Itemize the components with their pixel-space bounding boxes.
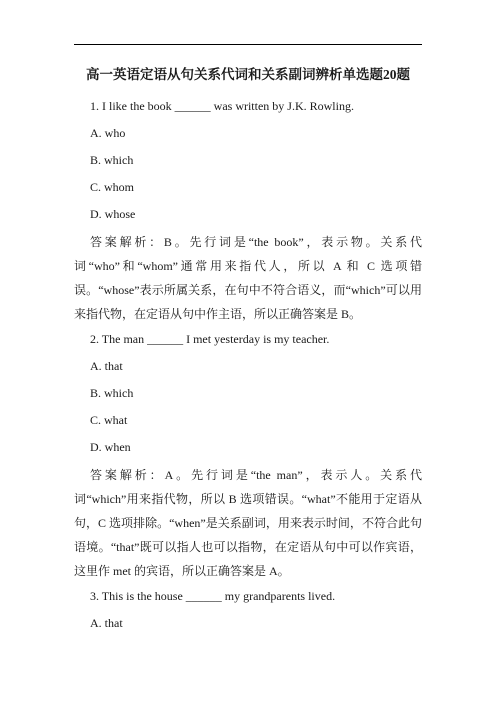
question-3-option-a: A. that bbox=[90, 616, 123, 630]
question-1-option-c: C. whom bbox=[90, 180, 135, 194]
question-1-explanation: 答案解析：B。先行词是“the book”，表示物。关系代词“who”和“whom”通常用来指代人，所以 A 和 C 选项错误。“whose”表示所属关系，在句中不符合语义，而“which”可以用来指代物，在定语从句中作主语，所以正确答案是 B。 bbox=[74, 235, 422, 321]
question-1-option-d: D. whose bbox=[90, 207, 136, 221]
question-1-stem: 1. I like the book ______ was written by J.K. Rowling. bbox=[90, 99, 354, 113]
document-title: 高一英语定语从句关系代词和关系副词辨析单选题20题 bbox=[86, 67, 410, 82]
question-2-explanation: 答案解析：A。先行词是“the man”，表示人。关系代词“which”用来指代物，所以 B 选项错误。“what”不能用于定语从句，C 选项排除。“when”是关系副词，用来表示时间，不符合此句语境。“that”既可以指人也可以指物，在定语从句中可以作宾语，这里作 met 的宾语，所以正确答案是 A。 bbox=[74, 468, 422, 578]
question-1-option-b: B. which bbox=[90, 153, 134, 167]
header-rule bbox=[74, 44, 422, 45]
question-2-stem: 2. The man ______ I met yesterday is my teacher. bbox=[90, 332, 330, 346]
question-2-option-a: A. that bbox=[90, 359, 123, 373]
question-3-stem: 3. This is the house ______ my grandparents lived. bbox=[90, 589, 336, 603]
question-1-option-a: A. who bbox=[90, 126, 126, 140]
document-body bbox=[74, 98, 422, 642]
question-2-option-d: D. when bbox=[90, 440, 131, 454]
question-2-option-b: B. which bbox=[90, 386, 134, 400]
question-2-option-c: C. what bbox=[90, 413, 128, 427]
